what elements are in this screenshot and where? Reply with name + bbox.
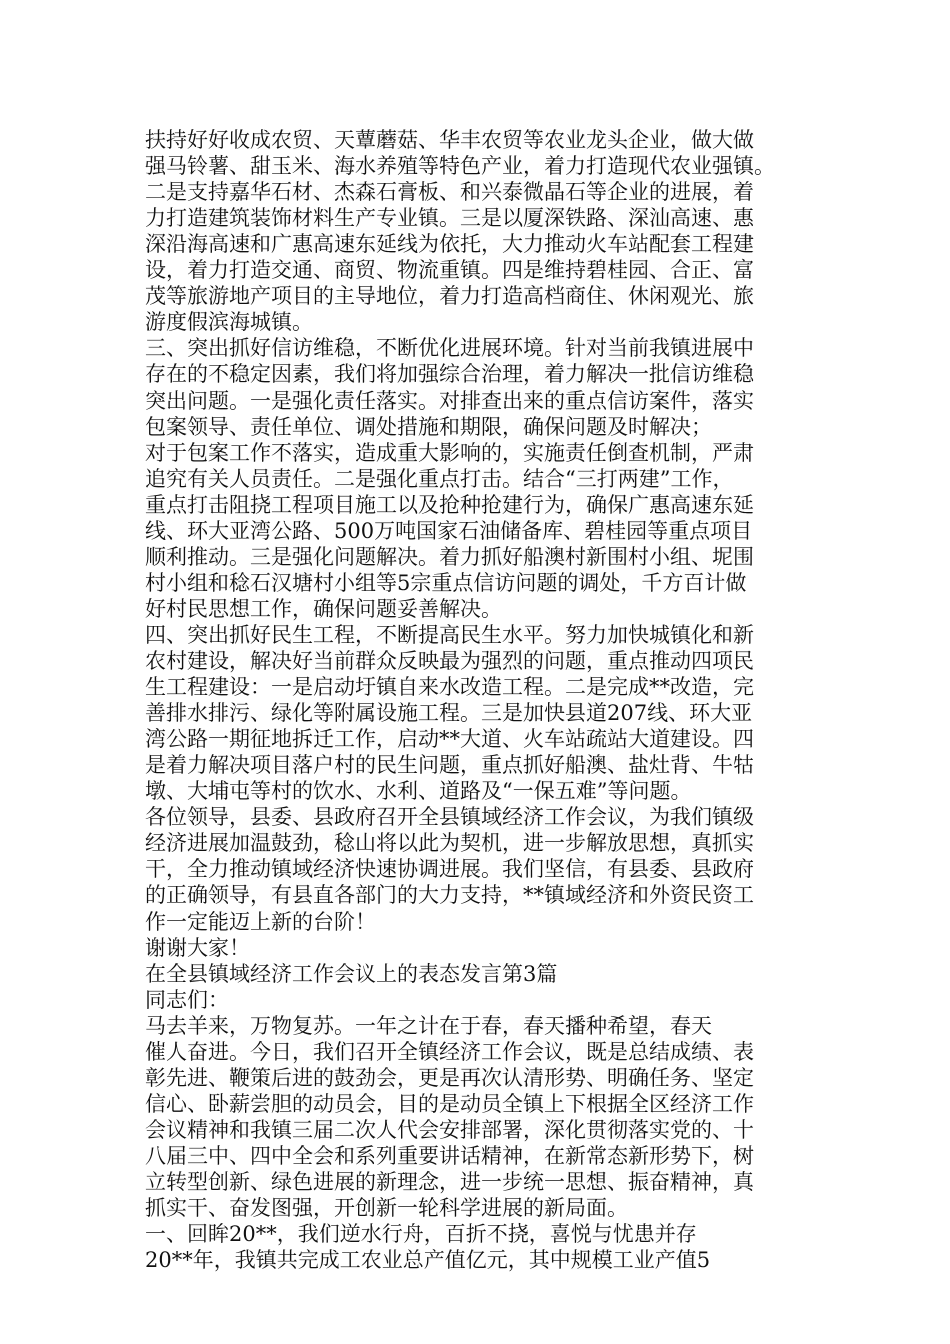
text-line: 信心、卧薪尝胆的动员会，目的是动员全镇上下根据全区经济工作 bbox=[145, 1091, 754, 1116]
text-line: 扶持好好收成农贸、天蕈蘑菇、华丰农贸等农业龙头企业，做大做 bbox=[145, 128, 754, 152]
text-line: 力打造建筑装饰材料生产专业镇。三是以厦深铁路、深汕高速、惠 bbox=[145, 206, 754, 231]
text-line: 马去羊来，万物复苏。一年之计在于春，春天播种希望，春天 bbox=[145, 1013, 712, 1038]
text-line: 村小组和稔石汉塘村小组等5宗重点信访问题的调处，千方百计做 bbox=[145, 570, 747, 595]
text-line: 八届三中、四中全会和系列重要讲话精神，在新常态新形势下，树 bbox=[145, 1143, 754, 1168]
text-line: 好村民思想工作，确保问题妥善解决。 bbox=[145, 596, 502, 621]
text-line: 经济进展加温鼓劲，稔山将以此为契机，进一步解放思想，真抓实 bbox=[145, 831, 754, 856]
text-line: 谢谢大家！ bbox=[145, 935, 250, 960]
text-line: 彰先进、鞭策后进的鼓劲会，更是再次认清形势、明确任务、坚定 bbox=[145, 1065, 754, 1090]
text-line: 追究有关人员责任。二是强化重点打击。结合“三打两建”工作， bbox=[145, 466, 734, 491]
text-line: 在全县镇域经济工作会议上的表态发言第3篇 bbox=[145, 961, 558, 986]
text-line: 湾公路一期征地拆迁工作，启动**大道、火车站疏站大道建设。四 bbox=[145, 727, 754, 752]
text-line: 强马铃薯、甜玉米、海水养殖等特色产业，着力打造现代农业强镇。 bbox=[145, 154, 775, 179]
text-line: 善排水排污、绿化等附属设施工程。三是加快县道207线、环大亚 bbox=[145, 701, 753, 726]
text-line: 的正确领导，有县直各部门的大力支持，**镇域经济和外资民资工 bbox=[145, 883, 754, 908]
text-line: 对于包案工作不落实，造成重大影响的，实施责任倒查机制，严肃 bbox=[145, 440, 754, 465]
text-line: 生工程建设：一是启动圩镇自来水改造工程。二是完成**改造，完 bbox=[145, 675, 754, 700]
text-line: 是着力解决项目落户村的民生问题，重点抓好船澳、盐灶背、牛牯 bbox=[145, 753, 754, 778]
text-line: 同志们： bbox=[145, 987, 229, 1012]
text-line: 包案领导、责任单位、调处措施和期限，确保问题及时解决； bbox=[145, 414, 712, 439]
text-line: 一、回眸20**，我们逆水行舟，百折不挠，喜悦与忧患并存 bbox=[145, 1222, 697, 1247]
text-line: 三、突出抓好信访维稳，不断优化进展环境。针对当前我镇进展中 bbox=[145, 336, 754, 361]
text-line: 游度假滨海城镇。 bbox=[145, 310, 313, 335]
text-line: 设，着力打造交通、商贸、物流重镇。四是维持碧桂园、合正、富 bbox=[145, 258, 754, 283]
text-line: 催人奋进。今日，我们召开全镇经济工作会议，既是总结成绩、表 bbox=[145, 1039, 754, 1064]
text-line: 立转型创新、绿色进展的新理念，进一步统一思想、振奋精神，真 bbox=[145, 1170, 754, 1194]
text-line: 农村建设，解决好当前群众反映最为强烈的问题，重点推动四项民 bbox=[145, 649, 754, 673]
text-line: 存在的不稳定因素，我们将加强综合治理，着力解决一批信访维稳 bbox=[145, 362, 754, 387]
text-line: 各位领导，县委、县政府召开全县镇域经济工作会议，为我们镇级 bbox=[145, 805, 754, 830]
text-line: 干，全力推动镇域经济快速协调进展。我们坚信，有县委、县政府 bbox=[145, 857, 754, 882]
text-line: 作一定能迈上新的台阶！ bbox=[145, 909, 376, 934]
text-line: 会议精神和我镇三届二次人代会安排部署，深化贯彻落实党的、十 bbox=[145, 1117, 754, 1142]
text-line: 重点打击阻挠工程项目施工以及抢种抢建行为，确保广惠高速东延 bbox=[145, 492, 754, 517]
text-line: 线、环大亚湾公路、500万吨国家石油储备库、碧桂园等重点项目 bbox=[145, 518, 753, 543]
text-line: 四、突出抓好民生工程，不断提高民生水平。努力加快城镇化和新 bbox=[145, 622, 754, 647]
text-line: 茂等旅游地产项目的主导地位，着力打造高档商住、休闲观光、旅 bbox=[145, 284, 754, 309]
text-line: 突出问题。一是强化责任落实。对排查出来的重点信访案件，落实 bbox=[145, 388, 754, 413]
text-line: 顺利推动。三是强化问题解决。着力抓好船澳村新围村小组、坭围 bbox=[145, 544, 754, 569]
text-line: 20**年，我镇共完成工农业总产值亿元，其中规模工业产值5 bbox=[145, 1248, 711, 1273]
text-line: 抓实干、奋发图强，开创新一轮科学进展的新局面。 bbox=[145, 1196, 628, 1221]
text-line: 墩、大埔屯等村的饮水、水利、道路及“一保五难”等问题。 bbox=[145, 779, 692, 804]
text-line: 二是支持嘉华石材、杰森石膏板、和兴泰微晶石等企业的进展，着 bbox=[145, 180, 754, 205]
text-line: 深沿海高速和广惠高速东延线为依托，大力推动火车站配套工程建 bbox=[145, 232, 754, 257]
